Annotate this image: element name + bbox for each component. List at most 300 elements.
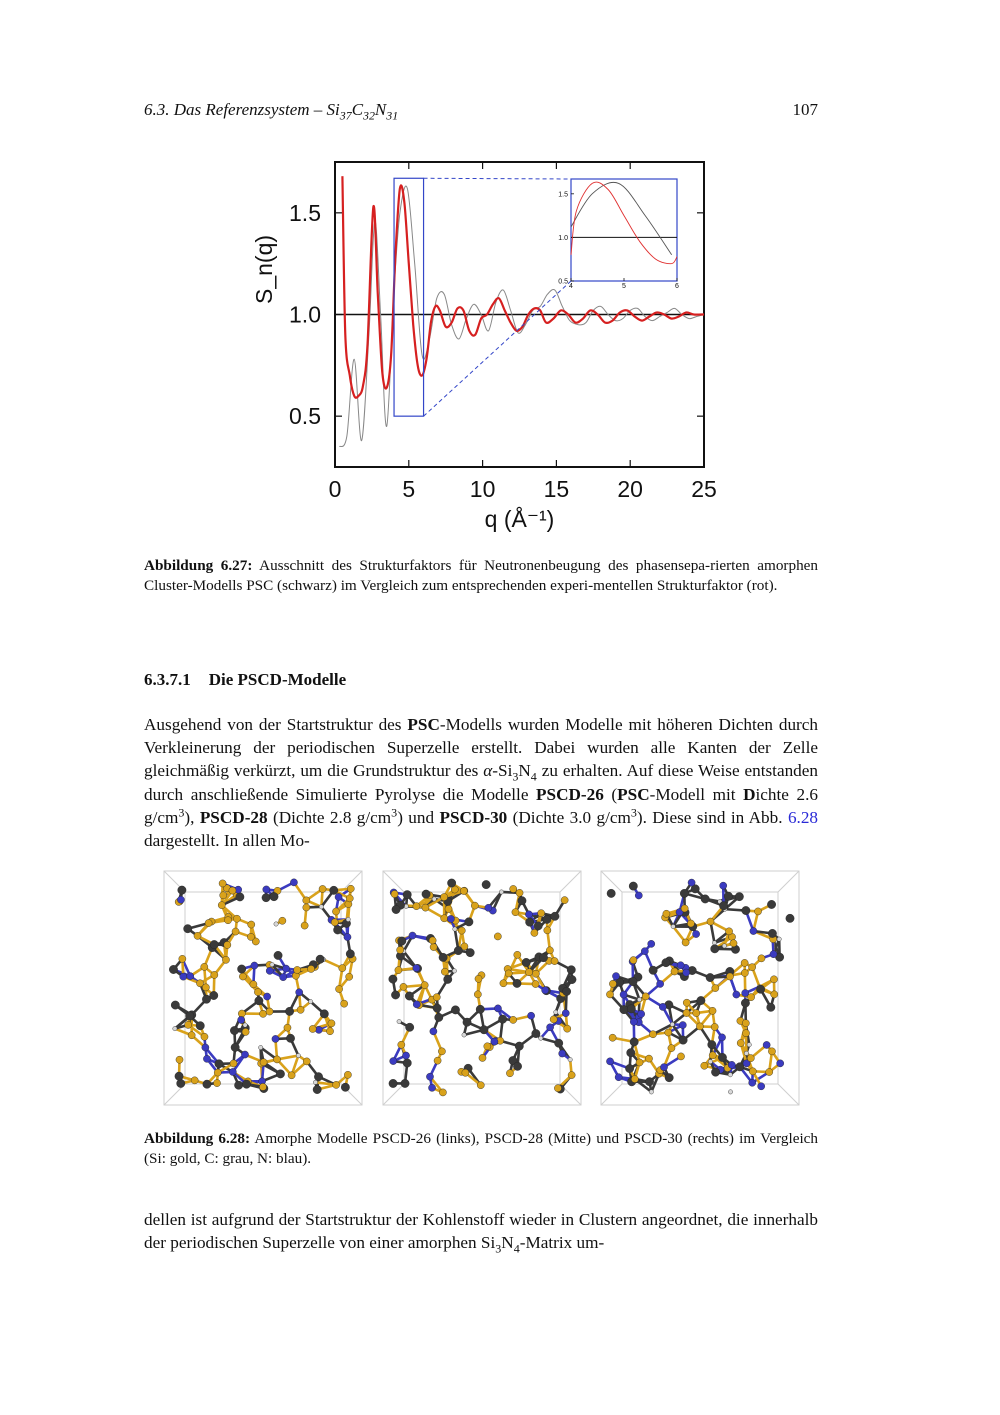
atom-h — [452, 969, 456, 973]
atom-h — [453, 927, 457, 931]
atom-si — [214, 1069, 221, 1076]
inset-frame — [571, 179, 677, 281]
atom-n — [635, 892, 642, 899]
y-tick-label: 1.5 — [289, 199, 321, 226]
molecular-models-figure — [160, 870, 805, 1110]
atom-si — [546, 947, 553, 954]
inset-x-tick-label: 4 — [569, 283, 573, 290]
atom-c — [741, 999, 749, 1007]
atom-c — [316, 955, 324, 963]
atom-si — [532, 970, 539, 977]
atom-n — [390, 1057, 397, 1064]
atom-c — [320, 1010, 328, 1018]
atom-n — [282, 965, 289, 972]
atom-c — [480, 1026, 488, 1034]
atom-group — [169, 879, 356, 1094]
atom-n — [648, 940, 655, 947]
atom-si — [516, 889, 523, 896]
atom-si — [477, 1082, 484, 1089]
atom-c — [285, 1007, 293, 1015]
atom-si — [347, 885, 354, 892]
atom-c — [767, 900, 775, 908]
atom-si — [429, 937, 436, 944]
atom-si — [458, 927, 465, 934]
figure-6-28-caption — [144, 1129, 818, 1169]
atom-si — [500, 980, 507, 987]
atom-n — [777, 1060, 784, 1067]
atom-si — [696, 1023, 703, 1030]
atom-si — [273, 1056, 280, 1063]
atom-n — [413, 964, 420, 971]
atom-c — [184, 925, 192, 933]
figure-6-27-caption — [144, 556, 818, 596]
atom-c — [735, 892, 743, 900]
atom-h — [346, 917, 350, 921]
atom-c — [679, 1036, 687, 1044]
x-tick-label: 25 — [691, 476, 717, 502]
figure-reference-link[interactable]: 6.28 — [787, 807, 819, 827]
atom-si — [665, 1029, 672, 1036]
atom-c — [274, 951, 282, 959]
atom-si — [438, 1048, 445, 1055]
atom-n — [620, 991, 627, 998]
inset-y-tick-label: 1.0 — [558, 234, 568, 242]
atom-si — [737, 1039, 744, 1046]
atom-n — [428, 1084, 435, 1091]
atom-c — [236, 893, 244, 901]
atom-si — [506, 1070, 513, 1077]
atom-n — [750, 927, 757, 934]
atom-si — [701, 1062, 708, 1069]
atom-c — [719, 902, 727, 910]
atom-c — [551, 912, 559, 920]
atom-n — [251, 962, 258, 969]
atom-h — [308, 999, 312, 1003]
atom-si — [441, 915, 448, 922]
atom-n — [187, 973, 194, 980]
atom-si — [440, 893, 447, 900]
atom-si — [247, 933, 254, 940]
atom-c — [711, 1068, 719, 1076]
atom-c — [742, 906, 750, 914]
atom-c — [701, 895, 709, 903]
atom-n — [344, 933, 351, 940]
atom-n — [402, 1052, 409, 1059]
atom-si — [301, 922, 308, 929]
atom-si — [191, 1077, 198, 1084]
atom-c — [262, 893, 270, 901]
atom-h — [744, 1051, 748, 1055]
atom-n — [528, 1012, 535, 1019]
atom-si — [344, 1071, 351, 1078]
atom-c — [389, 1079, 397, 1087]
atom-group — [389, 879, 576, 1096]
atom-si — [770, 976, 777, 983]
atom-c — [313, 1085, 321, 1093]
atom-si — [297, 1006, 304, 1013]
atom-si — [474, 991, 481, 998]
atom-c — [476, 1005, 484, 1013]
atom-n — [559, 1050, 566, 1057]
atom-si — [609, 1034, 616, 1041]
atom-si — [568, 1071, 575, 1078]
atom-c — [439, 953, 447, 961]
atom-c — [330, 886, 338, 894]
atom-c — [724, 892, 732, 900]
atom-si — [266, 1008, 273, 1015]
atom-c — [171, 1001, 179, 1009]
atom-h — [649, 1090, 653, 1094]
atom-si — [346, 973, 353, 980]
atom-c — [736, 1063, 744, 1071]
atom-si — [747, 994, 754, 1001]
atom-si — [430, 943, 437, 950]
atom-si — [683, 999, 690, 1006]
atom-h — [637, 997, 641, 1001]
atom-si — [630, 957, 637, 964]
atom-si — [211, 971, 218, 978]
atom-si — [531, 929, 538, 936]
atom-si — [201, 1033, 208, 1040]
atom-c — [286, 1034, 294, 1042]
atom-si — [441, 968, 448, 975]
atom-n — [683, 969, 690, 976]
atom-c — [513, 979, 521, 987]
atom-si — [505, 970, 512, 977]
cell-frame-edge — [778, 1084, 799, 1105]
atom-si — [768, 1048, 775, 1055]
atom-si — [176, 1056, 183, 1063]
atom-n — [229, 1068, 236, 1075]
atom-si — [741, 969, 748, 976]
atom-si — [668, 1045, 675, 1052]
atom-c — [178, 886, 186, 894]
model-pscd-30-image — [600, 870, 800, 1106]
atom-n — [688, 879, 695, 886]
atom-si — [749, 1068, 756, 1075]
atom-c — [649, 966, 657, 974]
atom-c — [422, 890, 430, 898]
atom-si — [525, 969, 532, 976]
atom-si — [220, 892, 227, 899]
atom-si — [682, 939, 689, 946]
atom-si — [606, 991, 613, 998]
atom-si — [319, 885, 326, 892]
atom-si — [196, 980, 203, 987]
atom-n — [630, 1018, 637, 1025]
atom-n — [733, 991, 740, 998]
atom-c — [625, 1064, 633, 1072]
atom-si — [532, 980, 539, 987]
atom-si — [332, 908, 339, 915]
atom-c — [534, 922, 542, 930]
atom-c — [333, 926, 341, 934]
atom-c — [210, 991, 218, 999]
atom-h — [258, 1045, 262, 1049]
atom-n — [728, 1061, 735, 1068]
atom-c — [555, 1039, 563, 1047]
atom-n — [758, 1083, 765, 1090]
atom-si — [712, 984, 719, 991]
section-number: 6.3.7.1 — [144, 670, 191, 689]
section-heading — [144, 670, 346, 690]
atom-n — [180, 973, 187, 980]
atom-n — [426, 1073, 433, 1080]
atom-si — [242, 1028, 249, 1035]
atom-c — [515, 1042, 523, 1050]
atom-c — [662, 958, 670, 966]
atom-si — [201, 963, 208, 970]
atom-h — [777, 937, 781, 941]
caption-label: Abbildung 6.27: — [144, 557, 253, 574]
inset-y-tick-label: 1.5 — [558, 191, 568, 199]
running-header — [144, 100, 818, 124]
atom-n — [525, 911, 532, 918]
atom-h — [296, 1053, 300, 1057]
atom-n — [657, 980, 664, 987]
atom-si — [693, 1009, 700, 1016]
atom-c — [627, 1005, 635, 1013]
atom-c — [169, 965, 177, 973]
atom-si — [683, 1009, 690, 1016]
atom-c — [314, 1072, 322, 1080]
x-tick-label: 10 — [469, 476, 496, 502]
atom-si — [538, 910, 545, 917]
atom-n — [238, 1016, 245, 1023]
atom-n — [266, 967, 273, 974]
atom-n — [280, 974, 287, 981]
atom-si — [259, 1083, 266, 1090]
atom-c — [242, 1080, 250, 1088]
atom-si — [439, 1089, 446, 1096]
atom-si — [433, 994, 440, 1001]
atom-c — [237, 965, 245, 973]
atom-si — [250, 981, 257, 988]
atom-n — [542, 987, 549, 994]
atom-h — [728, 1090, 732, 1094]
atom-c — [482, 880, 490, 888]
atom-si — [749, 964, 756, 971]
zoom-connector-bottom — [424, 278, 571, 416]
x-tick-label: 15 — [543, 476, 570, 502]
atom-si — [484, 1043, 491, 1050]
atom-si — [303, 904, 310, 911]
atom-c — [756, 985, 764, 993]
atom-n — [562, 1010, 569, 1017]
atom-c — [255, 997, 263, 1005]
atom-si — [434, 1057, 441, 1064]
atom-c — [391, 991, 399, 999]
atom-si — [747, 1055, 754, 1062]
atom-si — [462, 1069, 469, 1076]
x-tick-label: 20 — [617, 476, 643, 502]
atom-c — [543, 915, 551, 923]
bond-group — [610, 883, 780, 1092]
atom-n — [203, 1055, 210, 1062]
atom-c — [567, 966, 575, 974]
model-pscd-28-image — [382, 870, 582, 1106]
atom-si — [395, 967, 402, 974]
y-axis-label: S_n(q) — [251, 234, 277, 305]
caption-label: Abbildung 6.28: — [144, 1130, 251, 1147]
atom-n — [485, 904, 492, 911]
structure-factor-figure — [230, 150, 730, 540]
atom-c — [451, 1006, 459, 1014]
atom-si — [742, 1020, 749, 1027]
atom-n — [770, 951, 777, 958]
atom-c — [620, 1005, 628, 1013]
atom-c — [525, 918, 533, 926]
atom-c — [270, 892, 278, 900]
atom-si — [649, 1031, 656, 1038]
atom-si — [185, 1021, 192, 1028]
y-tick-label: 1.0 — [289, 301, 321, 328]
atom-si — [471, 902, 478, 909]
atom-si — [213, 1079, 220, 1086]
body-paragraph-2: dellen ist aufgrund der Startstruktur der Kohlenstoff wieder in Clustern angeordnet, die innerhalb der periodischen Superzelle von einer amorphen $Si_3N_4$-Matrix um- — [144, 1210, 818, 1256]
atom-n — [241, 1051, 248, 1058]
atom-n — [264, 993, 271, 1000]
atom-si — [391, 890, 398, 897]
atom-n — [606, 1058, 613, 1065]
atom-si — [328, 1020, 335, 1027]
atom-si — [709, 1052, 716, 1059]
inset-y-tick-label: 0.5 — [558, 278, 568, 286]
atom-si — [397, 946, 404, 953]
atom-si — [303, 1058, 310, 1065]
atom-h — [670, 1022, 674, 1026]
atom-si — [341, 1000, 348, 1007]
atom-n — [335, 893, 342, 900]
atom-c — [629, 977, 637, 985]
atom-h — [270, 962, 274, 966]
atom-si — [758, 955, 765, 962]
atom-c — [498, 1015, 506, 1023]
atom-h — [499, 890, 503, 894]
atom-si — [631, 1075, 638, 1082]
atom-n — [718, 1034, 725, 1041]
atom-c — [435, 1013, 443, 1021]
atom-n — [720, 882, 727, 889]
atom-si — [479, 1054, 486, 1061]
atom-c — [522, 958, 530, 966]
atom-si — [413, 903, 420, 910]
atom-c — [215, 1060, 223, 1068]
atom-si — [205, 919, 212, 926]
atom-h — [432, 897, 436, 901]
atom-si — [681, 905, 688, 912]
atom-c — [444, 975, 452, 983]
atom-si — [687, 920, 694, 927]
atom-n — [409, 932, 416, 939]
atom-n — [447, 915, 454, 922]
atom-si — [754, 908, 761, 915]
atom-c — [768, 929, 776, 937]
atom-si — [730, 940, 737, 947]
atom-si — [771, 991, 778, 998]
atom-h — [313, 1080, 317, 1084]
atom-si — [179, 955, 186, 962]
caption-text: Amorphe Modelle PSCD-26 (links), PSCD-28 (Mitte) und PSCD-30 (rechts) im Vergleich (Si: gold, C: grau, N: blau). — [144, 1130, 818, 1167]
atom-c — [645, 1077, 653, 1085]
atom-c — [341, 1083, 349, 1091]
inset-x-tick-label: 5 — [622, 283, 626, 290]
atom-h — [319, 905, 323, 909]
cell-frame-edge — [778, 871, 799, 892]
atom-n — [749, 1079, 756, 1086]
atom-si — [510, 1016, 517, 1023]
atom-c — [630, 1038, 638, 1046]
atom-si — [421, 981, 428, 988]
atom-h — [397, 1019, 401, 1023]
atom-c — [711, 945, 719, 953]
atom-c — [175, 1072, 183, 1080]
atom-si — [229, 887, 236, 894]
inset-x-tick-label: 6 — [675, 283, 679, 290]
atom-c — [454, 946, 462, 954]
atom-c — [210, 940, 218, 948]
atom-si — [309, 1025, 316, 1032]
running-header-title: 6.3. Das Referenzsystem – $Si_{37}C_{32}N_{31}$ — [144, 100, 399, 123]
atom-si — [303, 897, 310, 904]
atom-si — [494, 933, 501, 940]
atom-n — [430, 1028, 437, 1035]
atom-n — [290, 879, 297, 886]
atom-c — [392, 905, 400, 913]
atom-si — [333, 1081, 340, 1088]
atom-si — [331, 919, 338, 926]
atom-h — [539, 1036, 543, 1040]
atom-si — [742, 1030, 749, 1037]
atom-n — [413, 1001, 420, 1008]
atom-si — [284, 1024, 291, 1031]
atom-si — [677, 1053, 684, 1060]
atom-h — [708, 1059, 712, 1063]
atom-n — [641, 948, 648, 955]
atom-c — [465, 918, 473, 926]
atom-c — [562, 987, 570, 995]
atom-c — [234, 1081, 242, 1089]
atom-si — [554, 1085, 561, 1092]
atom-c — [463, 1018, 471, 1026]
atom-n — [677, 962, 684, 969]
atom-h — [173, 1026, 177, 1030]
atom-si — [218, 902, 225, 909]
atom-c — [230, 1026, 238, 1034]
atom-n — [491, 1038, 498, 1045]
atom-c — [196, 1022, 204, 1030]
atom-si — [232, 928, 239, 935]
atom-si — [188, 1032, 195, 1039]
atom-c — [276, 1070, 284, 1078]
atom-n — [612, 973, 619, 980]
atom-c — [697, 996, 705, 1004]
atom-n — [263, 886, 270, 893]
atom-n — [659, 1003, 666, 1010]
atom-si — [707, 918, 714, 925]
model-pscd-26-image — [163, 870, 363, 1106]
atom-si — [551, 957, 558, 964]
atom-si — [564, 1025, 571, 1032]
atom-si — [514, 951, 521, 958]
atom-si — [194, 932, 201, 939]
atom-c — [389, 975, 397, 983]
atom-c — [405, 1023, 413, 1031]
atom-c — [568, 975, 576, 983]
atom-c — [786, 914, 794, 922]
x-axis-label: q (Å⁻¹) — [484, 506, 555, 532]
atom-si — [475, 975, 482, 982]
